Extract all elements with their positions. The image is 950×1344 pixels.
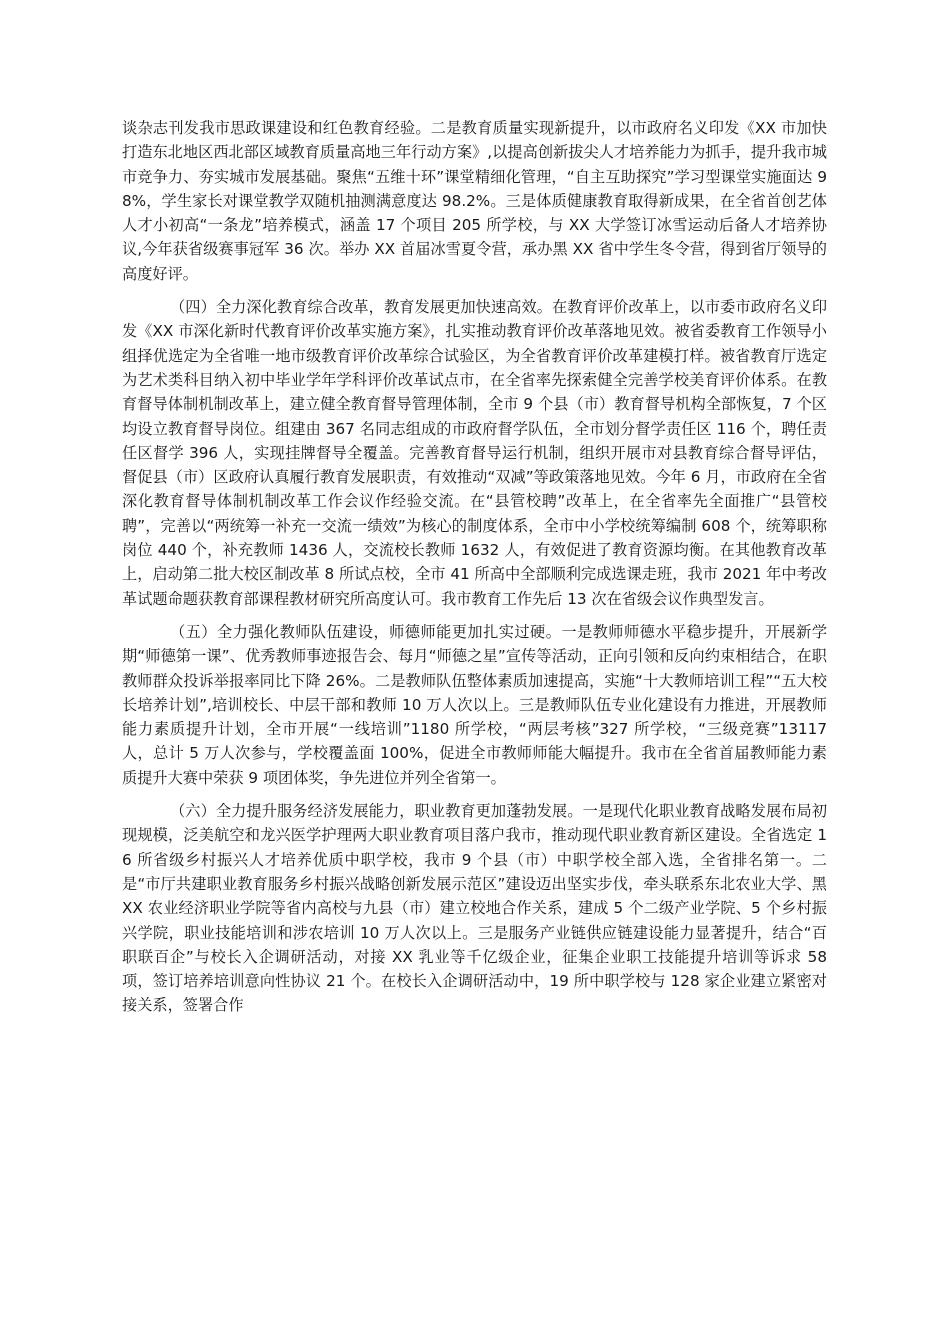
document-page [122,116,827,1027]
paragraph-education-reform: （四）全力深化教育综合改革，教育发展更加快速高效。在教育评价改革上，以市委市政府名义印发《XX 市深化新时代教育评价改革实施方案》，扎实推动教育评价改革落地见效。被省委教育工作领导小组择优选定为全省唯一地市级教育评价改革综合试验区，为全省教育评价改革建模打样。被省教育厅选定为艺术类科目纳入初中毕业学年学科评价改革试点市，在全省率先探索健全完善学校美育评价体系。在教育督导体制机制改革上，建立健全教育督导管理体制，全市 9 个县（市）教育督导机构全部恢复，7 个区均设立教育督导岗位。组建由 367 名同志组成的市政府督学队伍，全市划分督学责任区 116 个，聘任责任区督学 396 人，实现挂牌督导全覆盖。完善教育督导运行机制，组织开展市对县教育综合督导评估，督促县（市）区政府认真履行教育发展职责，有效推动“双减”等政策落地见效。今年 6 月，市政府在全省深化教育督导体制机制改革工作会议作经验交流。在“县管校聘”改革上，在全省率先全面推广“县管校聘”，完善以“两统筹一补充一交流一绩效”为核心的制度体系，全市中小学校统筹编制 608 个，统筹职称岗位 440 个，补充教师 1436 人，交流校长教师 1632 人，有效促进了教育资源均衡。在其他教育改革上，启动第二批大校区制改革 8 所试点校，全市 41 所高中全部顺利完成选课走班，我市 2021 年中考改革试题命题获教育部课程教材研究所高度认可。我市教育工作先后 13 次在省级会议作典型发言。 [122,298,827,608]
paragraph-teacher-team: （五）全力强化教师队伍建设，师德师能更加扎实过硬。一是教师师德水平稳步提升，开展新学期“师德第一课”、优秀教师事迹报告会、每月“师德之星”宣传等活动，正向引领和反向约束相结合，在职教师群众投诉举报率同比下降 26%。二是教师队伍整体素质加速提高，实施“十大教师培训工程”“五大校长培养计划”,培训校长、中层干部和教师 10 万人次以上。三是教师队伍专业化建设有力推进，开展教师能力素质提升计划，全市开展“一线培训”1180 所学校，“两层考核”327 所学校，“三级竞赛”13117 人，总计 5 万人次参与，学校覆盖面 100%，促进全市教师师能大幅提升。我市在全省首届教师能力素质提升大赛中荣获 9 项团体奖，争先进位并列全省第一。 [122,622,827,787]
paragraph-education-quality: 谈杂志刊发我市思政课建设和红色教育经验。二是教育质量实现新提升，以市政府名义印发《XX 市加快打造东北地区西北部区域教育质量高地三年行动方案》,以提高创新拔尖人才培养能力为抓手，提升我市城市竞争力、夯实城市发展基础。聚焦“五维十环”课堂精细化管理，“自主互助探究”学习型课堂实施面达 98%，学生家长对课堂教学双随机抽测满意度达 98.2%。三是体质健康教育取得新成果，在全省首创艺体人才小初高“一条龙”培养模式，涵盖 17 个项目 205 所学校，与 XX 大学签订冰雪运动后备人才培养协议,今年获省级赛事冠军 36 次。举办 XX 首届冰雪夏令营，承办黑 XX 省中学生冬令营，得到省厅领导的高度好评。 [122,119,827,283]
paragraph-vocational-education: （六）全力提升服务经济发展能力，职业教育更加蓬勃发展。一是现代化职业教育战略发展布局初现规模，泛美航空和龙兴医学护理两大职业教育项目落户我市，推动现代职业教育新区建设。全省选定 16 所省级乡村振兴人才培养优质中职学校，我市 9 个县（市）中职学校全部入选，全省排名第一。二是“市厅共建职业教育服务乡村振兴战略创新发展示范区”建设迈出坚实步伐，牵头联系东北农业大学、黑 XX 农业经济职业学院等省内高校与九县（市）建立校地合作关系，建成 5 个二级产业学院、5 个乡村振兴学院，职业技能培训和涉农培训 10 万人次以上。三是服务产业链供应链建设能力显著提升，结合“百职联百企”与校长入企调研活动，对接 XX 乳业等千亿级企业，征集企业职工技能提升培训等诉求 58 项，签订培养培训意向性协议 21 个。在校长入企调研活动中，19 所中职学校与 128 家企业建立紧密对接关系，签署合作 [122,802,827,1015]
